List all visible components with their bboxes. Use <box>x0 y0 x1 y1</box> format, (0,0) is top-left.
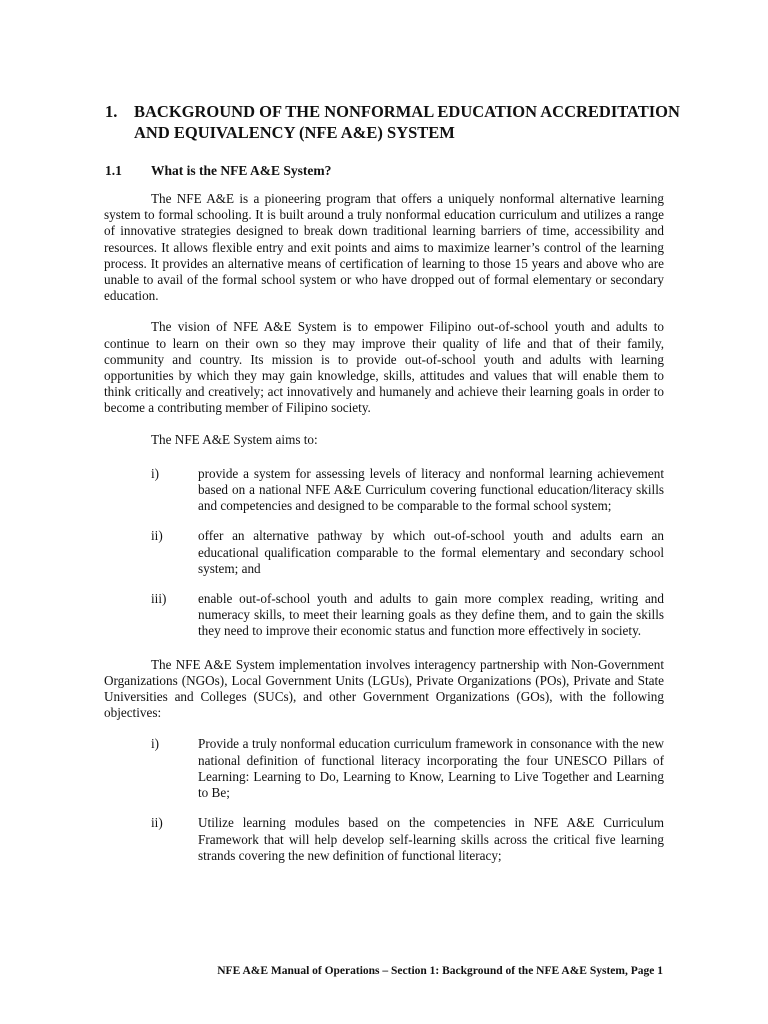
list-item <box>104 736 664 801</box>
paragraph: The NFE A&E is a pioneering program that offers a uniquely nonformal alternative learning system to formal schooling. It is built around a truly nonformal education curriculum and utilizes a range of innovative strategies designed to break down traditional learning barriers of time, accessibility and resources. It allows flexible entry and exit points and aims to maximize learner’s control of the learning process. It provides an alternative means of certification of learning to those 15 years and above who are unable to avail of the formal school system or who have dropped out of formal elementary or secondary education. <box>104 191 664 304</box>
chapter-title: BACKGROUND OF THE NONFORMAL EDUCATION ACCREDITATION AND EQUIVALENCY (NFE A&E) SYSTEM <box>134 102 680 142</box>
list-item <box>104 466 664 515</box>
list-item-text: Provide a truly nonformal education curriculum framework in consonance with the new national definition of functional literacy incorporating the four UNESCO Pillars of Learning: Learning to Do, Learning to Know, Learning to Live Together and Learning to Be; <box>198 736 664 801</box>
list-item-text: provide a system for assessing levels of literacy and nonformal learning achievement based on a national NFE A&E Curriculum covering functional education/literacy skills and competencies and designed to be comparable to the formal school system; <box>198 465 664 514</box>
paragraph: The NFE A&E System implementation involves interagency partnership with Non-Government Organizations (NGOs), Local Government Units (LGUs), Private Organizations (POs), Private and State Universities and Colleges (SUCs), and other Government Organizations (GOs), with the following objectives: <box>104 656 664 721</box>
list-marker: i) <box>151 736 160 752</box>
section-number: 1.1 <box>105 163 122 178</box>
page-footer: NFE A&E Manual of Operations – Section 1: Background of the NFE A&E System, Page 1 <box>217 965 663 977</box>
list-marker: ii) <box>151 815 163 831</box>
list-marker: ii) <box>151 528 163 544</box>
list-item-text: enable out-of-school youth and adults to gain more complex reading, writing and numeracy skills, to meet their learning goals as they define them, and to gain the skills they need to improve their economic status and function more effectively in society. <box>198 591 664 639</box>
list-item <box>104 815 664 864</box>
chapter-heading <box>105 101 705 143</box>
document-body <box>104 191 664 878</box>
section-title: What is the NFE A&E System? <box>151 163 332 178</box>
list-marker: i) <box>151 465 160 481</box>
paragraph: The vision of NFE A&E System is to empower Filipino out-of-school youth and adults to continue to learn on their own so they may improve their quality of life and that of their family, community and country. Its mission is to provide out-of-school youth and adults with learning opportunities by which they may gain knowledge, skills, attitudes and values that will enable them to think critically and creatively; act innovatively and humanely and achieve their learning goals in order to become a contributing member of Filipino society. <box>104 319 664 416</box>
list-item <box>104 528 664 577</box>
section-heading <box>105 162 331 179</box>
paragraph: The NFE A&E System aims to: <box>151 431 318 447</box>
chapter-number: 1. <box>105 102 118 121</box>
list-item <box>104 591 664 640</box>
list-marker: iii) <box>151 591 167 607</box>
list-item-text: Utilize learning modules based on the competencies in NFE A&E Curriculum Framework that will help develop self-learning skills across the critical five learning strands covering the new definition of functional literacy; <box>198 815 664 863</box>
list-item-text: offer an alternative pathway by which out-of-school youth and adults earn an educational qualification comparable to the formal elementary and secondary school system; and <box>198 528 664 576</box>
